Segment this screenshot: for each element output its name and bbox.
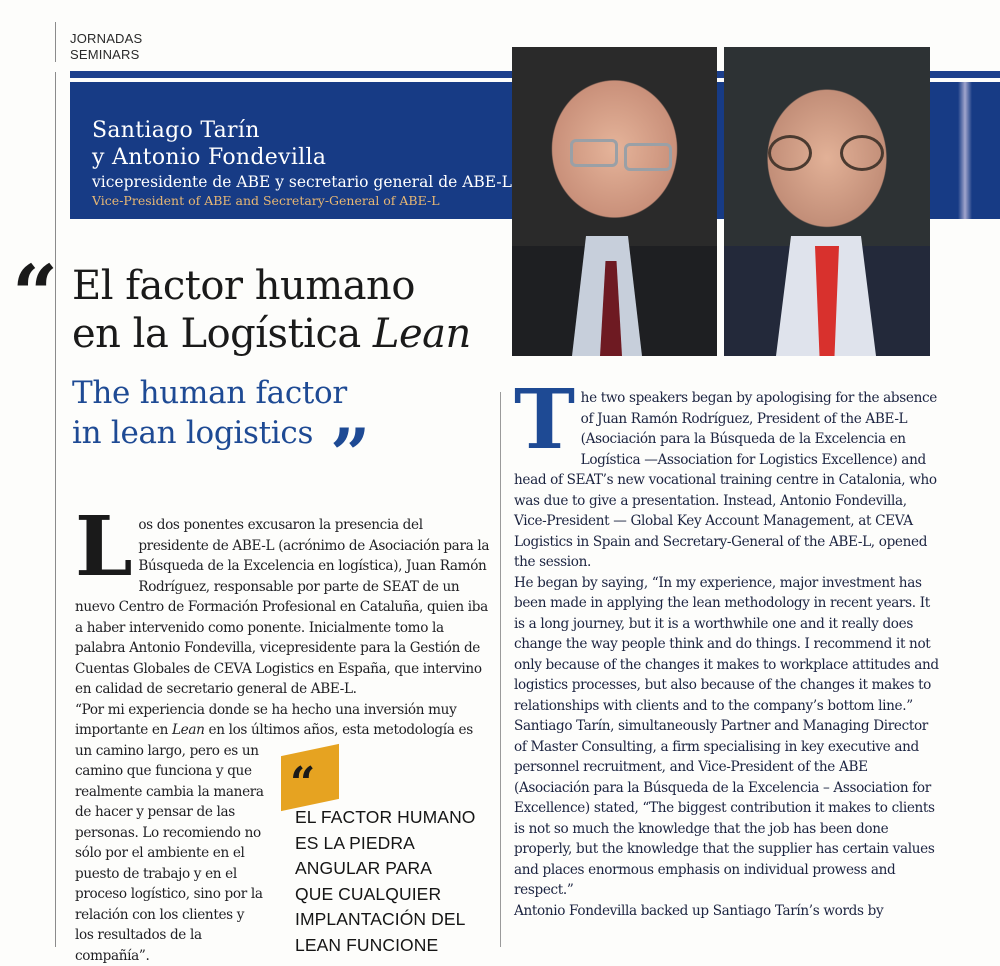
glasses-icon bbox=[840, 135, 884, 171]
speaker-names-line1: Santiago Tarín bbox=[92, 117, 512, 144]
article-es-p1-text: os dos ponentes excusaron la presencia del presidente de ABE-L (acrónimo de Asociación para la Búsqueda de la Excelencia en logística), Juan Ramón Rodríguez, responsable por parte de SEAT de un nuevo Centro de Formación Profesional en Cataluña, quien iba a haber intervenido como ponente. Inicialmente tomo la palabra Antonio Fondevilla, vicepresidente para la Gestión de Cuentas Globales de CEVA Logistics en España, que intervino en calidad de secretario general de ABE-L. bbox=[75, 517, 489, 697]
article-es-p2 bbox=[75, 700, 495, 741]
article-es-p1 bbox=[75, 515, 495, 700]
article-en-p1-text: he two speakers began by apologising for the absence of Juan Ramón Rodríguez, President of the ABE-L (Asociación para la Búsqueda de la Excelencia en Logística —Association for Logistics Excellence) and head of SEAT’s new vocational training centre in Catalonia, who was due to give a presentation. Instead, Antonio Fondevilla, Vice-President — Global Key Account Management, at CEVA Logistics in Spain and Secretary-General of the ABE-L, opened the session. bbox=[514, 390, 937, 570]
article-en-p2: He began by saying, “In my experience, major investment has been made in applying the lean methodology in recent years. It is a long journey, but it is a worthwhile one and it really does change the way people think and do things. I recommend it not only because of the changes it makes to workplace attitudes and logistics processes, but also because of the changes it makes to relationships with clients and to the company’s bottom line.” bbox=[514, 573, 942, 717]
pull-quote-line: IMPLANTACIÓN DEL bbox=[295, 907, 476, 933]
glasses-icon bbox=[624, 143, 672, 171]
title-close-quote-icon: ” bbox=[330, 420, 364, 490]
article-es-p2a: “Por mi experiencia donde se ha hecho una inversión muy importante en bbox=[75, 702, 456, 739]
headline-es-line1: El factor humano bbox=[72, 262, 471, 310]
article-es-p2b: en los últimos años, esta metodología es bbox=[205, 722, 473, 738]
article-en bbox=[514, 388, 942, 921]
section-label-es: JORNADAS bbox=[70, 31, 142, 47]
section-label-en: SEMINARS bbox=[70, 47, 142, 63]
pull-quote-mark-icon: “ bbox=[290, 762, 311, 806]
pull-quote-line: QUE CUALQUIER bbox=[295, 882, 476, 908]
headline-en-line2: in lean logistics bbox=[72, 413, 347, 453]
margin-rule-top bbox=[55, 22, 56, 62]
headline-es-line2 bbox=[72, 310, 471, 358]
photo-antonio-fondevilla bbox=[724, 47, 930, 356]
section-label bbox=[70, 31, 142, 63]
article-es-p2-italic: Lean bbox=[172, 722, 205, 738]
speaker-role-es: vicepresidente de ABE y secretario general de ABE-L bbox=[92, 172, 512, 192]
speaker-role-en: Vice-President of ABE and Secretary-General of ABE-L bbox=[92, 192, 512, 209]
pull-quote bbox=[295, 805, 476, 958]
speakers-block bbox=[92, 117, 512, 209]
article-en-p4: Antonio Fondevilla backed up Santiago Tarín’s words by bbox=[514, 901, 942, 922]
pull-quote-line: EL FACTOR HUMANO bbox=[295, 805, 476, 831]
headline-es-line2-text: en la Logística bbox=[72, 311, 373, 357]
article-en-p1 bbox=[514, 388, 942, 573]
glasses-icon bbox=[768, 135, 812, 171]
glasses-icon bbox=[570, 139, 618, 167]
headline-es bbox=[72, 262, 471, 358]
dropcap-es: L bbox=[75, 517, 132, 579]
speaker-names-line2: y Antonio Fondevilla bbox=[92, 144, 512, 171]
pull-quote-line: LEAN FUNCIONE bbox=[295, 933, 476, 959]
headline-en bbox=[72, 373, 347, 453]
headline-en-line1: The human factor bbox=[72, 373, 347, 413]
headline-es-italic: Lean bbox=[373, 311, 471, 357]
dropcap-en: T bbox=[514, 390, 575, 452]
photo-santiago-tarin bbox=[512, 47, 717, 356]
pull-quote-line: ES LA PIEDRA bbox=[295, 831, 476, 857]
column-divider bbox=[500, 392, 501, 947]
article-en-p3: Santiago Tarín, simultaneously Partner and Managing Director of Master Consulting, a firm specialising in key executive and personnel recruitment, and Vice-President of the ABE (Asociación para la Búsqueda de la Excelencia – Association for Excellence) stated, “The biggest contribution it makes to clients is not so much the knowledge that the job has been done properly, but the knowledge that the supplier has certain values and places enormous emphasis on individual prowess and respect.” bbox=[514, 716, 942, 901]
page-fold-shine bbox=[958, 82, 972, 219]
article-es-p2-narrow: un camino largo, pero es un camino que funciona y que realmente cambia la manera de hacer y pensar de las personas. Lo recomiendo no sólo por el ambiente en el puesto de trabajo y en el proceso logístico, sino por la relación con los clientes y los resultados de la compañía”. bbox=[75, 741, 265, 966]
title-open-quote-icon: “ bbox=[12, 254, 50, 334]
margin-rule bbox=[55, 72, 56, 947]
pull-quote-line: ANGULAR PARA bbox=[295, 856, 476, 882]
